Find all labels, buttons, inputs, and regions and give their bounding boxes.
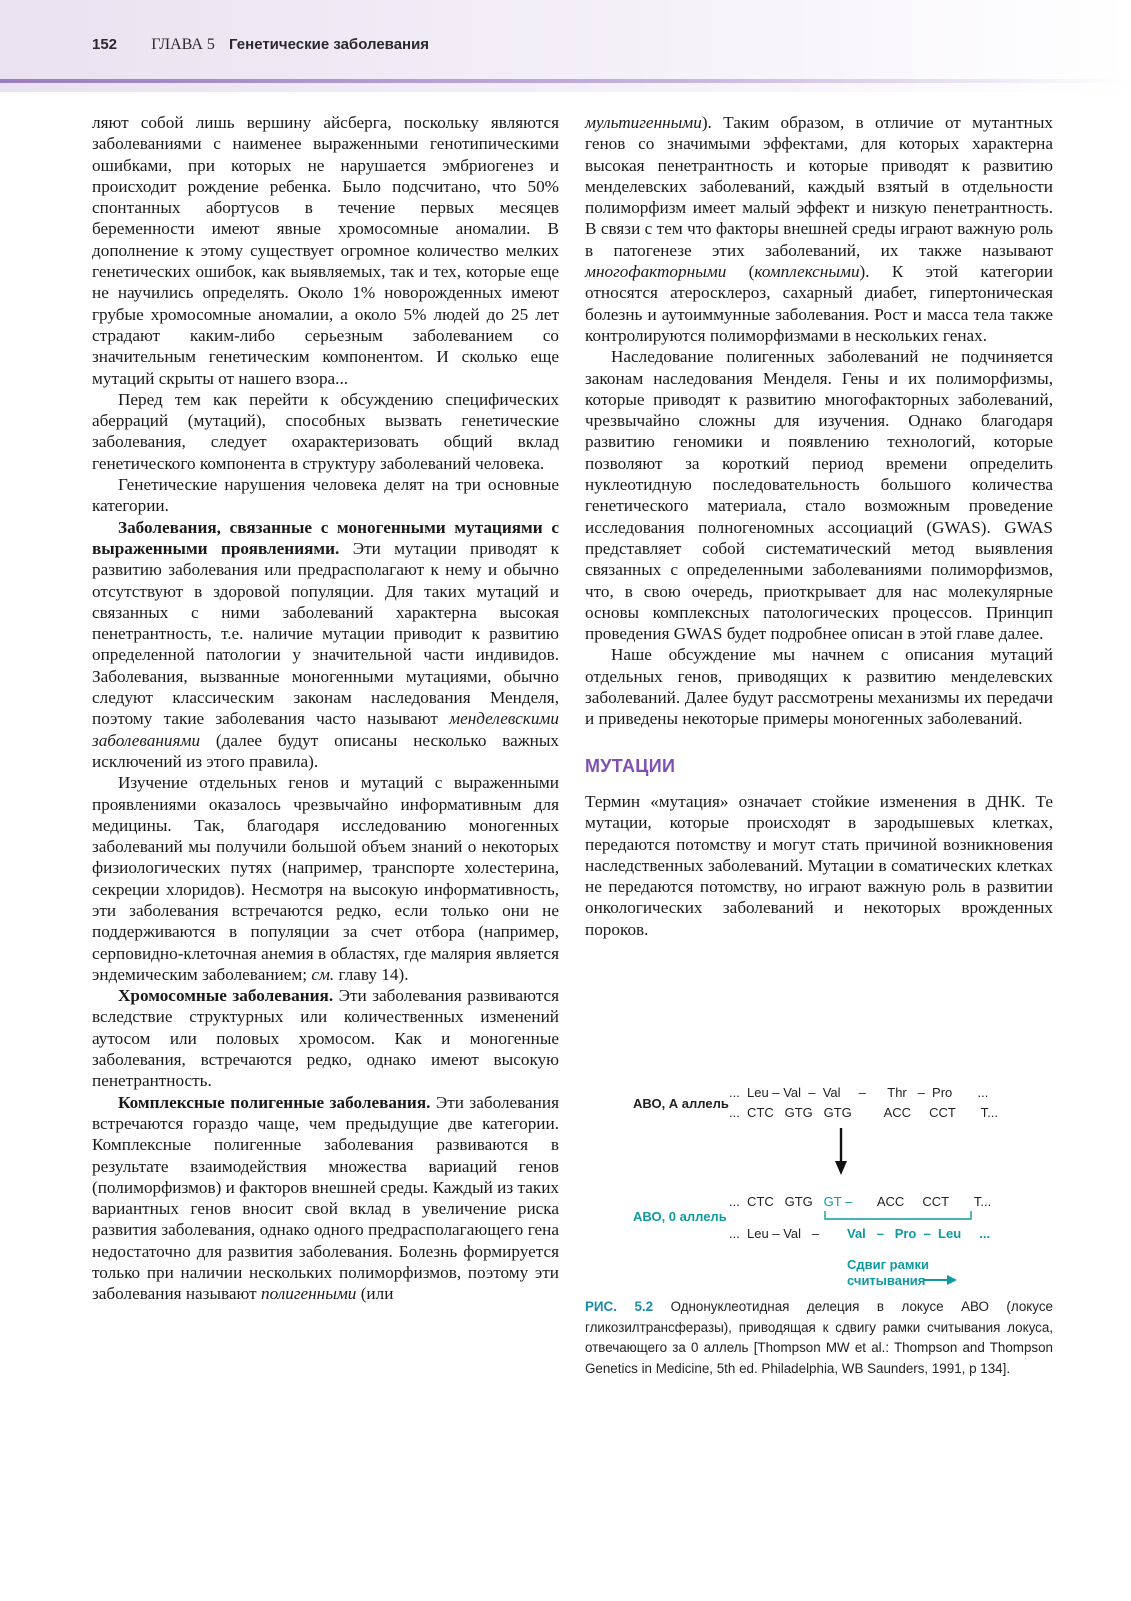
allele-o-amino-acids: ... Leu – Val – [729,1226,820,1241]
italic-term: многофакторными [585,262,727,282]
paragraph-text: (или [356,1284,394,1304]
paragraph [92,772,559,985]
paragraph-text: главу 14). [334,964,409,984]
shifted-amino-acids: Val – Pro – Leu ... [847,1226,991,1241]
paragraph [585,112,1053,346]
paragraph [92,517,559,773]
caption-label: РИС. 5.2 [585,1299,654,1314]
paragraph-text: ). Таким образом, в отличие от мутантных генов со значимыми эффектами, для которых характерна высокая пенетрантность и которые приводят к развитию менделевских заболеваний, каждый взятый в отдельности полиморфизм имеет малый эффект и низкую пенетрантность. В связи с тем что факторы внешней среды играют важную роль в патогенезе этих заболеваний, их также называют [585,113,1053,260]
paragraph: Перед тем как перейти к обсуждению специфических аберраций (мутаций), способных вызвать генетические заболевания, следует охарактеризовать общий вклад генетического компонента в структуру заболеваний человека. [92,389,559,473]
nt-prefix: ... CTC GTG [729,1194,824,1209]
paragraph [92,985,559,1091]
italic-term: мультигенными [585,113,702,132]
nt-suffix: ACC CCT T... [852,1194,992,1209]
paragraph: Наше обсуждение мы начнем с описания мутаций отдельных генов, приводящих к развитию менделевских заболеваний. Далее будут рассмотрены механизмы их передачи и приведены некоторые примеры моногенных заболеваний. [585,645,1053,729]
section-heading: МУТАЦИИ [585,755,676,776]
paragraph [92,1092,559,1305]
down-arrow-head [835,1161,847,1175]
allele-o-nucleotides [729,1194,991,1209]
italic-term: комплексными [754,262,860,282]
paragraph: Генетические нарушения человека делят на три основные категории. [92,475,559,516]
paragraph-text: Эти мутации приводят к развитию заболевания или предрасполагают к нему и обычно отсутствуют в здоровой популяции. Для таких мутаций и связанных с ними заболеваний характерна высокая пенетрантность, т.е. наличие мутации приводит к развитию определенной патологии у значительной части индивидов. Заболевания, вызванные моногенными мутациями, обычно следуют классическим законам наследования Менделя, поэтому такие заболевания часто называют [92,538,559,729]
allele-a-label: АВО, А аллель [633,1096,729,1111]
caption-text: Однонуклеотидная делеция в локусе АВО (локусе гликозилтрансферазы), приводящая к сдвигу рамки считывания локуса, отвечающего за 0 аллель [Thompson MW et al.: Thompson and Thompson Genetics in Medicine, 5th ed. Philadelphia, WB Saunders, 1991, p 134]. [585,1299,1053,1376]
chapter-title: Генетические заболевания [229,36,430,53]
allele-a-nucleotides: ... CTC GTG GTG ACC CCT T... [729,1105,998,1120]
chapter-number: ГЛАВА 5 [151,36,215,53]
figure-caption [585,1297,1053,1379]
figure-abo-deletion [585,1075,1053,1285]
frameshift-arrow-head [947,1275,957,1285]
paragraph-text: Эти заболевания развиваются вследствие структурных или количественных изменений аутосом или половых хромосом. Как и моногенные заболевания, встречаются редко, однако имеют высокую пенетрантность. [92,986,559,1091]
frame-bracket [825,1211,971,1219]
running-header [92,36,429,54]
allele-o-label: АВО, 0 аллель [633,1209,727,1224]
paragraph: Наследование полигенных заболеваний не подчиняется законам наследования Менделя. Гены и их полиморфизмы, которые приводят к развитию многофакторных заболеваний, чрезвычайно сложны для изучения. Однако благодаря развитию геномики и появлению технологий, которые позволяют за короткий период времени определить нуклеотидную последовательность большого количества генетического материала, стало возможным проведение исследования полногеномных ассоциаций (GWAS). GWAS представляет собой систематический метод выявления связанных с определенными заболеваниями полиморфизмов, что, в свою очередь, приоткрывает для нас молекулярные основы комплексных патологических процессов. Принцип проведения GWAS будет подробнее описан в этой главе далее. [585,347,1053,644]
figure-diagram [585,1075,1053,1285]
paragraph-text: ). К этой категории относятся атеросклероз, сахарный диабет, гипертоническая болезнь и аутоиммунные заболевания. Рост и масса тела также контролируются полиморфизмами в нескольких генах. [585,262,1053,345]
paragraph: Термин «мутация» означает стойкие изменения в ДНК. Те мутации, которые происходят в зародышевых клетках, передаются потомству и могут стать причиной возникновения наследственных заболеваний. Мутации в соматических клетках не передаются потомству, но играют важную роль в развитии онкологических заболеваний и некоторых врожденных пороков. [585,791,1053,939]
italic-term: полигенными [260,1284,357,1304]
italic-term: менделевскими заболеваниями [92,709,559,750]
page-number: 152 [92,36,118,53]
term-monogenic: Заболевания, связанные с моногенными мутациями с выраженными проявлениями. [92,517,559,558]
paragraph: ляют собой лишь вершину айсберга, поскольку являются заболеваниями с наименее выраженными генотипическими ошибками, при которых не нарушается эмбриогенез и происходит рождение ребенка. Было подсчитано, что 50% спонтанных абортусов в течение первых месяцев беременности имеют явные хромосомные аномалии. В дополнение к этому существует огромное количество мелких генетических ошибок, как выявляемых, так и тех, которые еще не научились определять. Около 1% новорожденных имеют грубые хромосомные аномалии, а около 5% людей до 25 лет страдают каким-либо серьезным заболеванием со значительным генетическим компонентом. И сколько еще мутаций скрыты от нашего взора... [92,113,559,388]
paragraph-text: Эти заболевания встречаются гораздо чаще, чем предыдущие две категории. Комплексные полигенные заболевания развиваются в результате взаимодействия множества вариаций генов (полиморфизмов) и факторов внешней среды. Каждый из таких вариантных генов вносит свой вклад в увеличение риска развития заболевания, однако одного предрасполагающего гена недостаточно для развития заболевания. Болезнь формируется только при наличии нескольких полиморфизмов, поэтому эти заболевания называют [92,1092,559,1304]
term-chromosomal: Хромосомные заболевания. [118,986,334,1006]
term-polygenic: Комплексные полигенные заболевания. [118,1092,431,1112]
header-divider [0,79,1131,83]
allele-a-amino-acids: ... Leu – Val – Val – Thr – Pro ... [729,1085,989,1100]
paragraph-text: (далее будут описаны несколько важных исключений из этого правила). [92,730,559,771]
nt-gt-deletion: GT – [823,1194,853,1209]
left-column [92,112,559,1305]
right-column [585,112,1053,940]
frameshift-label-line2: считывания [847,1273,926,1285]
paragraph-text: Изучение отдельных генов и мутаций с выраженными проявлениями оказалось чрезвычайно информативным для медицины. Так, благодаря исследованию моногенных заболеваний мы получили большой объем знаний о некоторых физиологических путях (например, транспорте холестерина, секреции хлоридов). Несмотря на высокую информативность, эти заболевания встречаются редко, если только они не поддерживаются в популяции за счет отбора (например, серповидно-клеточная анемия в областях, где малярия является эндемическим заболеванием; [92,773,559,984]
paragraph-text: ( [726,262,755,282]
frameshift-label-line1: Сдвиг рамки [847,1257,929,1272]
italic-term: см. [311,964,335,984]
